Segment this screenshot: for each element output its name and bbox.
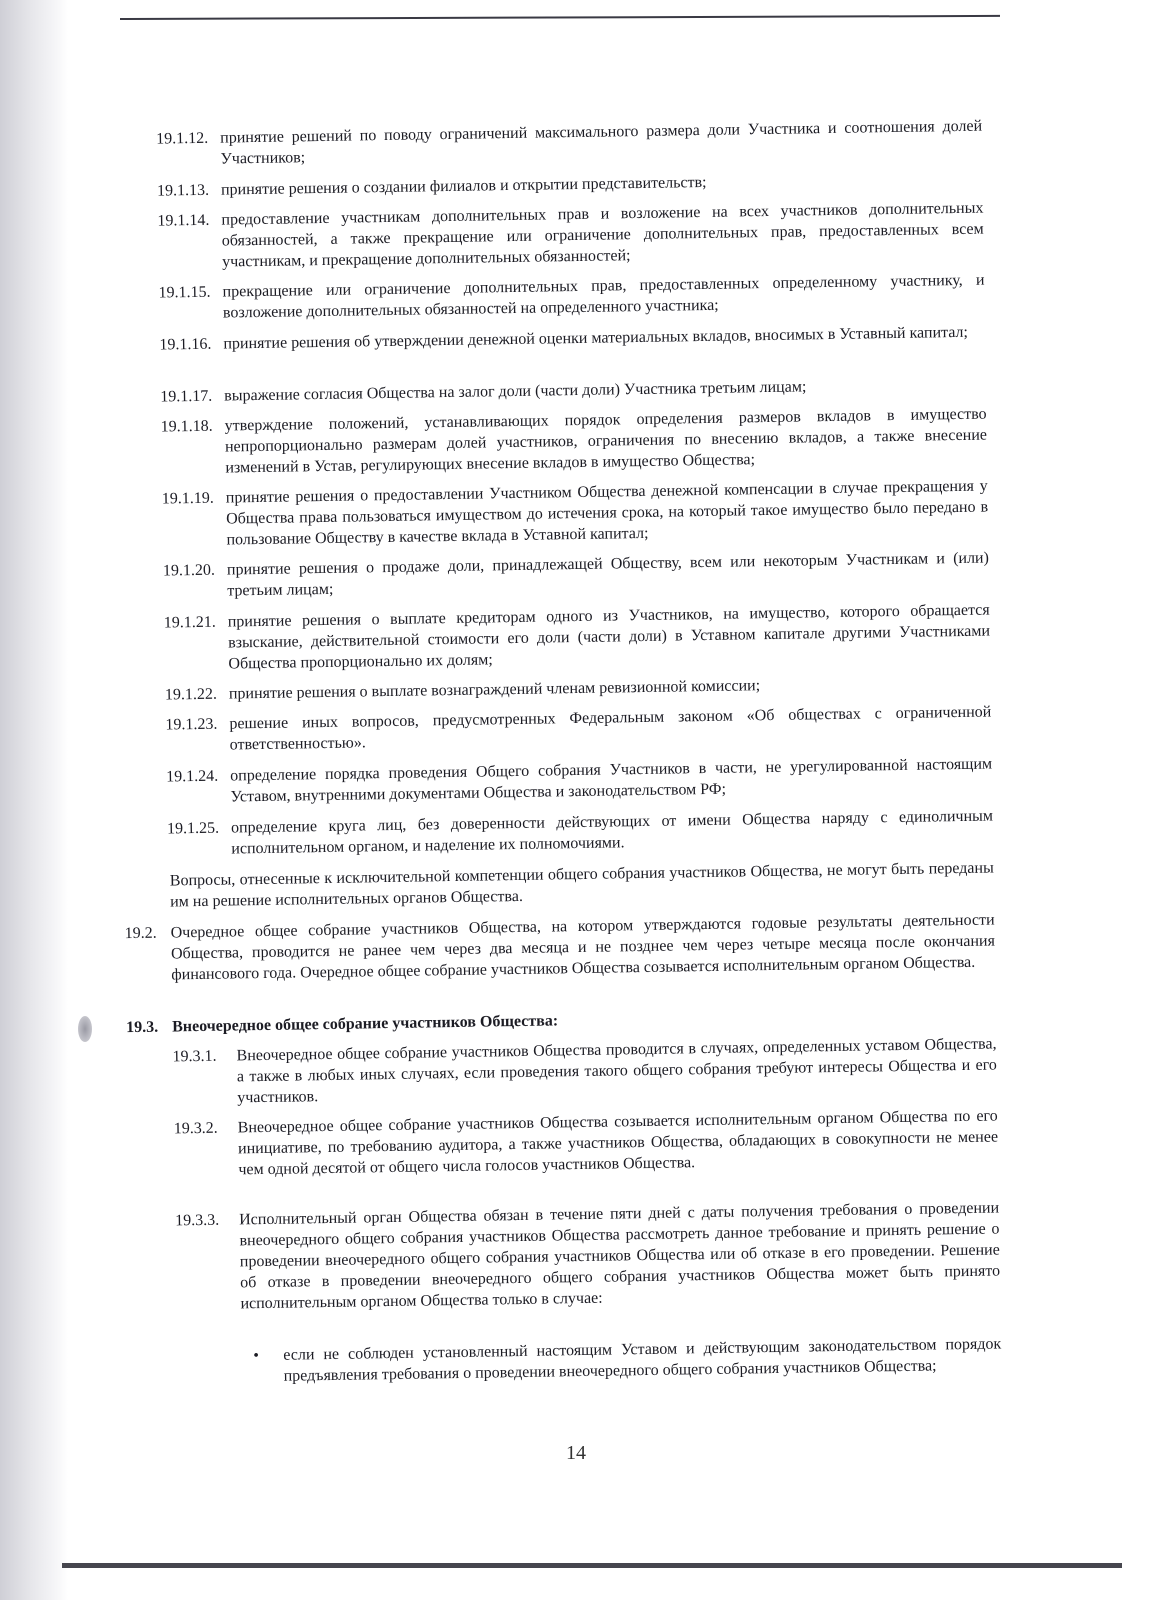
item-number: 19.1.12.: [156, 129, 209, 148]
item-text: принятие решения о предоставлении Участником Общества денежной компенсации в случае прекращения у Общества права пользоваться имуществом до истечения срока, на который такое имущество было передано в пользование Обществу в качестве вклада в Уставной капитал;: [225, 477, 989, 549]
subsection-text: Внеочередное общее собрание участников Общества проводится в случаях, определенных уставом Общества, а также в любых иных случаях, если проведения такого общего собрания требуют интересы Общества и его участников.: [236, 1035, 997, 1107]
item-text: принятие решения о создании филиалов и открытии представительств;: [220, 173, 707, 199]
item-text: принятие решения о продаже доли, принадлежащей Обществу, всем или некоторым Участникам и (или) третьим лицам;: [226, 549, 990, 600]
subsection-number: 19.3.1.: [172, 1047, 217, 1066]
bullet-text: если не соблюден установленный настоящим Уставом и действующим законодательством порядок предъявления требования о проведении внеочередного общего собрания участников Общества;: [283, 1335, 1002, 1385]
section-number: 19.3.: [126, 1018, 159, 1037]
item-text: выражение согласия Общества на залог доли (части доли) Участника третьим лицам;: [224, 378, 807, 405]
item-text: принятие решения о выплате вознаграждений членам ревизионной комиссии;: [228, 677, 761, 703]
item-number: 19.1.16.: [159, 335, 212, 354]
item-text: предоставление участникам дополнительных прав и возложение на всех участников дополнительных обязанностей, а также прекращение или ограничение дополнительных прав, предоставленных всем участникам, и прекращение дополнительных обязанностей;: [221, 199, 984, 271]
competence-note: Вопросы, отнесенные к исключительной компетенции общего собрания участников Общества, не могут быть переданы им на решение исполнительных органов Общества.: [169, 859, 994, 911]
page-number: 14: [566, 1442, 586, 1464]
item-number: 19.1.17.: [160, 387, 213, 406]
item-text: утверждение положений, устанавливающих порядок определения размеров вкладов в имущество непропорционально размерам долей участников, ограничения по внесению вкладов, а также внесение изменений в Устав, регулирующих внесение вкладов в имущество Общества;: [224, 405, 988, 477]
item-number: 19.1.20.: [162, 561, 216, 580]
subsection-number: 19.3.2.: [173, 1119, 218, 1138]
item-number: 19.1.24.: [166, 767, 219, 786]
item-number: 19.1.14.: [157, 211, 210, 230]
item-text: определение круга лиц, без доверенности действующих от имени Общества наряду с единоличным исполнительном органом, и наделение их полномочиями.: [230, 807, 994, 858]
subsection-number: 19.3.3.: [175, 1211, 220, 1230]
item-number: 19.1.21.: [163, 613, 216, 632]
item-text: принятие решения об утверждении денежной оценки материальных вкладов, вносимых в Уставный капитал;: [223, 323, 969, 353]
item-number: 19.1.23.: [165, 715, 218, 734]
subsection-text: Внеочередное общее собрание участников Общества созывается исполнительным органом Общества по его инициативе, по требованию аудитора, а также участников Общества, обладающих в совокупности не менее чем одной десятой от общего числа голосов участников Общества.: [237, 1107, 999, 1179]
item-number: 19.1.22.: [164, 685, 218, 704]
item-text: решение иных вопросов, предусмотренных Федеральным законом «Об обществах с ограниченной ответственностью».: [229, 703, 992, 754]
section-heading: Внеочередное общее собрание участников Общества:: [172, 1012, 559, 1036]
subsection-text: Исполнительный орган Общества обязан в течение пяти дней с даты получения требования о проведении внеочередного общего собрания участников Общества рассмотреть данное требование и принять решение о проведении внеочередного общего собрания участников Общества или об отказе в его проведении. Решение об отказе в проведении внеочередного общего собрания участников Общества может быть принято исполнительным органом Общества только в случае:: [239, 1199, 1001, 1313]
item-text: прекращение или ограничение дополнительных прав, предоставленных определенному участнику, и возложение дополнительных обязанностей на определенного участника;: [222, 271, 985, 322]
section-text: Очередное общее собрание участников Общества, на котором утверждаются годовые результаты деятельности Общества, проводится не ранее чем через два месяца и не позднее чем через четыре месяца после окончания финансового года. Очередное общее собрание участников Общества созывается исполнительным органом Общества.: [170, 911, 996, 984]
item-number: 19.1.19.: [161, 489, 214, 508]
item-number: 19.1.18.: [160, 417, 213, 436]
item-text: принятие решений по поводу ограничений максимального размера доли Участника и соотношения долей Участников;: [220, 117, 983, 168]
item-text: определение порядка проведения Общего собрания Участников в части, не урегулированной настоящим Уставом, внутренними документами Общества и законодательством РФ;: [230, 755, 993, 806]
item-number: 19.1.25.: [166, 819, 220, 838]
item-number: 19.1.15.: [158, 283, 211, 302]
item-text: принятие решения о выплате кредиторам одного из Участников, на имущество, которого обращается взыскание, действительной стоимости его доли (части доли) в Уставном капитале другими Участниками Общества пропорционально их долям;: [227, 601, 991, 673]
item-number: 19.1.13.: [156, 181, 210, 200]
bottom-rule: [62, 1563, 1122, 1568]
section-number: 19.2.: [124, 924, 157, 943]
bullet-marker: •: [253, 1347, 260, 1365]
